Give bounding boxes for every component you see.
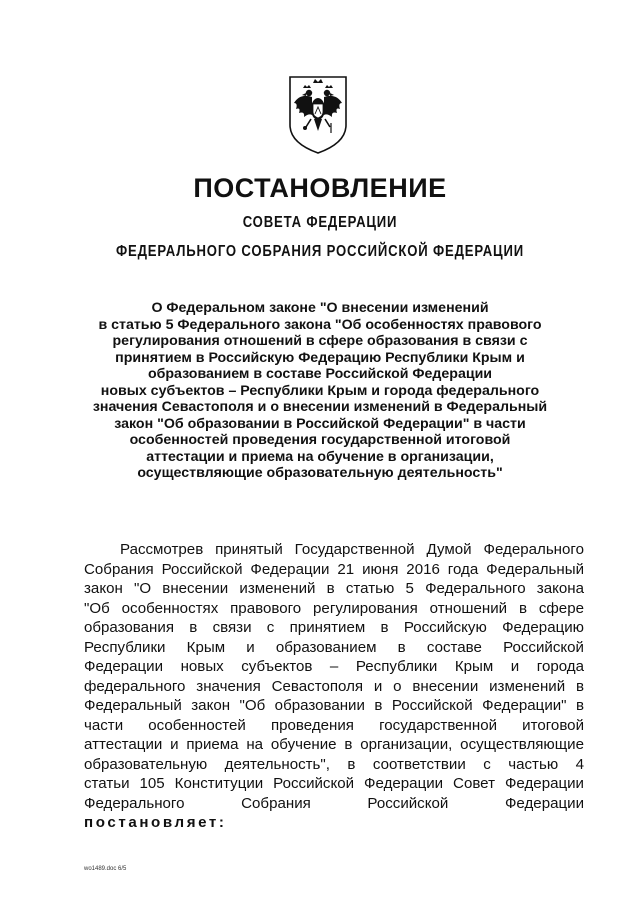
subject-line: осуществляющие образовательную деятельность": [137, 465, 503, 481]
body-line: образовательную деятельность", в соответствии с частью 4: [84, 755, 584, 773]
body-line: Рассмотрев принятый Государственной Думой Федерального: [120, 541, 584, 558]
issuing-body: СОВЕТА ФЕДЕРАЦИИ: [242, 214, 398, 231]
subject-line: в статью 5 Федерального закона "Об особенностях правового: [98, 316, 542, 333]
document-title: ПОСТАНОВЛЕНИЕ: [193, 173, 447, 203]
body-line: Республики Крым и образованием в составе Российской: [84, 638, 584, 656]
subject-line: принятием в Российскую Федерацию Республики Крым и: [115, 349, 525, 366]
issuing-body-full: ФЕДЕРАЛЬНОГО СОБРАНИЯ РОССИЙСКОЙ ФЕДЕРАЦИИ: [116, 243, 524, 260]
document-code: wo1489.doc 6/5: [84, 866, 127, 872]
body-line: закон "О внесении изменений в статью 5 Федерального закона: [84, 580, 584, 597]
body-line: образования в связи с принятием в Российскую Федерацию: [84, 619, 584, 636]
subject-line: аттестации и приема на обучение в организации,: [146, 448, 494, 465]
decision-word: постановляет:: [84, 814, 227, 831]
resolution-subject: [40, 300, 600, 482]
subject-line: регулирования отношений в сфере образования в связи с: [112, 333, 528, 349]
resolution-body: [84, 540, 584, 833]
subject-line: значения Севастополя и о внесении изменений в Федеральный: [92, 399, 548, 415]
body-line: Собрания Российской Федерации 21 июня 2016 года Федеральный: [84, 560, 584, 578]
body-line: статьи 105 Конституции Российской Федерации Совет Федерации: [84, 775, 584, 792]
subject-line: О Федеральном законе "О внесении изменений: [151, 300, 489, 316]
body-line: Федеральный закон "Об образовании в Российской Федерации" в: [84, 697, 584, 714]
subject-line: образованием в составе Российской Федерации: [147, 366, 493, 382]
body-line: Федерации новых субъектов – Республики Крым и города: [84, 658, 584, 675]
coat-of-arms-icon: [286, 73, 350, 155]
subject-line: особенностей проведения государственной итоговой: [129, 432, 511, 448]
subject-line: закон "Об образовании в Российской Федерации" в части: [114, 415, 526, 432]
body-line: части особенностей проведения государственной итоговой: [84, 716, 584, 734]
body-line: федерального значения Севастополя и о внесении изменений в: [84, 677, 584, 695]
subject-line: новых субъектов – Республики Крым и города федерального: [100, 382, 540, 399]
body-line: аттестации и приема на обучение в организации, осуществляющие: [84, 736, 584, 753]
body-line: "Об особенностях правового регулирования отношений в сфере: [84, 599, 584, 617]
body-line: Федерального Собрания Российской Федерации: [84, 794, 584, 812]
